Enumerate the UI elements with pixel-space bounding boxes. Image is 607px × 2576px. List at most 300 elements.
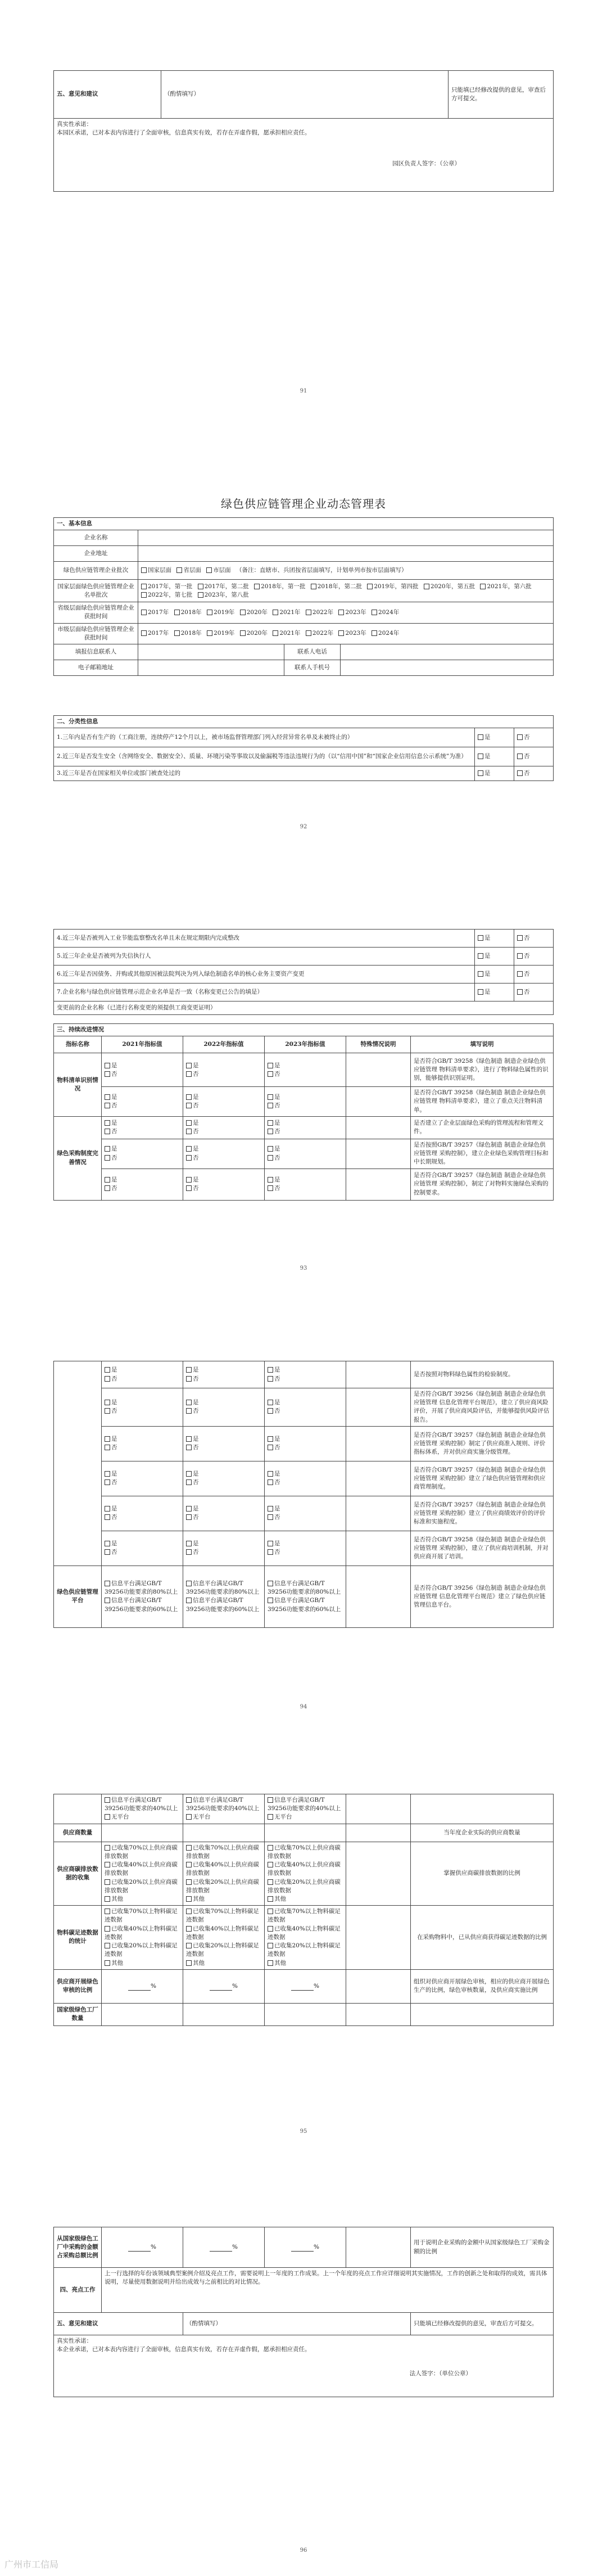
checkbox-icon: [186, 1896, 192, 1902]
phone-field[interactable]: [341, 644, 554, 660]
yes-no-cell[interactable]: 是 否: [183, 1361, 265, 1388]
email-label: 电子邮箱地址: [54, 660, 138, 676]
indicator-name-cont: [54, 1361, 102, 1566]
fill-note: 是否符合GB/T 39258《绿色制造 制造企业绿色供应链管理 物料清单要求》，进行了物料绿色属性的识别，能够提供识别证明。: [411, 1053, 554, 1087]
no-option[interactable]: 否: [514, 930, 554, 948]
blank-line[interactable]: [210, 2245, 232, 2252]
col-header: 2022年指标值: [183, 1036, 265, 1053]
special-note-cell[interactable]: [346, 2227, 411, 2268]
city-option[interactable]: 2020年: [240, 629, 268, 638]
checkbox-icon: [186, 1436, 192, 1442]
national-option[interactable]: 2023年，第八批: [198, 591, 249, 599]
prov-option[interactable]: 2023年: [338, 608, 366, 617]
pct-cell[interactable]: %: [265, 1969, 346, 2003]
special-note-cell[interactable]: [346, 1116, 411, 1139]
indicator-name: 国家级绿色工厂数量: [54, 2003, 102, 2025]
statement-heading: 真实性承诺：: [57, 2338, 92, 2344]
pct-cell[interactable]: %: [102, 1969, 183, 2003]
yes-no-cell[interactable]: 是 否: [102, 1361, 183, 1388]
checkbox-icon: [186, 1408, 192, 1414]
batch-option-national[interactable]: 国家层面: [141, 566, 171, 575]
yes-no-cell[interactable]: 是 否: [183, 1531, 265, 1566]
city-option[interactable]: 2019年: [207, 629, 234, 638]
fill-note: 是否按照对物料绿色属性的检验制度。: [411, 1361, 554, 1388]
checkbox-icon: [105, 1408, 110, 1414]
yes-no-cell[interactable]: 是 否: [102, 1087, 183, 1117]
city-option[interactable]: 2021年: [273, 629, 300, 638]
checkbox-icon: [141, 584, 147, 589]
city-option[interactable]: 2018年: [174, 629, 202, 638]
checkbox-icon: [478, 953, 483, 959]
yes-no-cell[interactable]: 是 否: [265, 1461, 346, 1496]
checkbox-icon: [186, 1376, 192, 1382]
prov-option[interactable]: 2019年: [207, 608, 234, 617]
checkbox-icon: [186, 1541, 192, 1546]
yes-no-cell[interactable]: 是 否: [102, 1388, 183, 1427]
value-cell[interactable]: [102, 2003, 183, 2025]
checkbox-icon: [268, 1408, 273, 1414]
checkbox-icon: [268, 1797, 273, 1803]
checkbox-icon: [207, 630, 212, 636]
fill-note: 是否符合GB/T 39256《绿色制造 制造企业绿色供应链管理 信息化管理平台规范》，建立了供应商风险评价，开展了供应商风险评估，并能够提供风险评估报告。: [411, 1388, 554, 1427]
blank-line[interactable]: [128, 1984, 151, 1991]
yes-no-cell[interactable]: 是 否: [265, 1169, 346, 1200]
special-note-cell[interactable]: [346, 1566, 411, 1627]
national-option[interactable]: 2020年，第五批: [424, 583, 475, 591]
checkbox-icon: [517, 953, 523, 959]
section-2-heading: 二、分类性信息: [54, 716, 554, 728]
checkbox-icon: [186, 1177, 192, 1183]
yes-no-cell[interactable]: 是 否: [183, 1426, 265, 1461]
city-option[interactable]: 2024年: [372, 629, 399, 638]
classification-table-cont: [53, 929, 554, 1015]
batch-option-city[interactable]: 市层面: [206, 566, 231, 575]
city-option[interactable]: 2022年: [306, 629, 333, 638]
phone-label: 联系人电话: [284, 644, 341, 660]
checkbox-icon: [367, 584, 373, 589]
checkbox-icon: [105, 1879, 110, 1885]
checkbox-icon: [240, 610, 246, 615]
checkbox-icon: [186, 1909, 192, 1914]
checkbox-icon: [206, 567, 212, 573]
indicator-name: 绿色采购制度完善情况: [54, 1116, 102, 1200]
checkbox-icon: [268, 1436, 273, 1442]
fill-note: [411, 2003, 554, 2025]
checkbox-icon: [105, 1479, 110, 1485]
platform-options-cell[interactable]: 信息平台满足GB/T 39256功能要求的40%以上 无平台: [183, 1794, 265, 1824]
pct-cell[interactable]: %: [183, 2227, 265, 2268]
national-years-options: [138, 580, 554, 602]
special-note-cell[interactable]: [346, 1461, 411, 1496]
checkbox-icon: [186, 1367, 192, 1373]
yes-no-cell[interactable]: 是 否: [102, 1496, 183, 1531]
yes-option[interactable]: 是: [474, 728, 514, 747]
checkbox-icon: [186, 1549, 192, 1555]
platform-options-cell[interactable]: 信息平台满足GB/T 39256功能要求的40%以上 无平台: [265, 1794, 346, 1824]
special-note-cell[interactable]: [346, 1824, 411, 1842]
prov-option[interactable]: 2017年: [141, 608, 169, 617]
prov-years-options: [138, 602, 554, 623]
no-option[interactable]: 否: [514, 966, 554, 984]
checkbox-icon: [105, 1063, 110, 1068]
checkbox-icon: [105, 1909, 110, 1914]
fill-note: 是否符合GB/T 39257《绿色制造 制造企业绿色供应链管理 采购控制》制定了供应商准入规则、评价指标体系，并对供应商实施分级管理。: [411, 1426, 554, 1461]
checkbox-icon: [478, 770, 483, 776]
improvement-table-2: [53, 1361, 554, 1628]
checkbox-icon: [268, 1506, 273, 1512]
checkbox-icon: [105, 1445, 110, 1450]
checkbox-icon: [186, 1926, 192, 1932]
checkbox-icon: [198, 584, 203, 589]
yes-no-cell[interactable]: 是 否: [265, 1139, 346, 1169]
yes-option[interactable]: 是: [475, 930, 514, 948]
indicator-name: 绿色供应链管理平台: [54, 1566, 102, 1627]
prov-option[interactable]: 2018年: [174, 608, 202, 617]
yes-no-cell[interactable]: 是 否: [265, 1116, 346, 1139]
prov-option[interactable]: 2020年: [240, 608, 268, 617]
checkbox-icon: [268, 1814, 273, 1820]
checkbox-icon: [517, 935, 523, 941]
checkbox-icon: [338, 610, 344, 615]
checkbox-icon: [268, 1103, 273, 1108]
yes-option[interactable]: 是: [474, 747, 514, 766]
no-option[interactable]: 否: [514, 728, 553, 747]
yes-no-cell[interactable]: 是 否: [102, 1531, 183, 1566]
checkbox-icon: [186, 1185, 192, 1191]
yes-no-cell[interactable]: 是 否: [265, 1361, 346, 1388]
page-number-5: 95: [300, 2128, 307, 2135]
page-number-4: 94: [300, 1704, 307, 1710]
checkbox-icon: [105, 1129, 110, 1134]
question-7: 7.企业名称与绿色供应链管理示范企业名单是否一致（名称变更已公告的填是）: [54, 984, 475, 1001]
question-1: 1.三年内是否有生产的（工商注册，连续停产12个月以上，被市场监督管理部门列入经营异常名单及未被终止的）: [54, 728, 475, 747]
platform-options-cell[interactable]: 信息平台满足GB/T 39256功能要求的80%以上 信息平台满足GB/T 39256功能要求的60%以上: [102, 1566, 183, 1627]
special-note-cell[interactable]: [346, 1053, 411, 1087]
question-4: 4.近三年是否被列入工业节能监察整改名单且未在规定期限内完成整改: [54, 930, 475, 948]
checkbox-icon: [186, 1845, 192, 1851]
checkbox-icon: [268, 1845, 273, 1851]
indicator-name: 从国家级绿色工厂中采购的金额占采购总额比例: [54, 2227, 102, 2268]
checkbox-icon: [273, 610, 278, 615]
platform-options-cell[interactable]: 信息平台满足GB/T 39256功能要求的80%以上 信息平台满足GB/T 39256功能要求的60%以上: [265, 1566, 346, 1627]
yes-no-cell[interactable]: 是 否: [265, 1388, 346, 1427]
checkbox-icon: [105, 1185, 110, 1191]
special-note-cell[interactable]: [346, 1169, 411, 1200]
company-addr-field[interactable]: [138, 546, 554, 562]
batch-options: [138, 562, 554, 580]
pct-cell[interactable]: %: [265, 2227, 346, 2268]
yes-no-cell[interactable]: 是 否: [265, 1496, 346, 1531]
pct-cell[interactable]: %: [102, 2227, 183, 2268]
checkbox-icon: [517, 770, 523, 776]
no-option[interactable]: 否: [514, 948, 554, 966]
checkbox-icon: [105, 1506, 110, 1512]
col-header: 填写说明: [411, 1036, 554, 1053]
env-options-cell[interactable]: 已收集70%以上供应商碳排放数据 已收集40%以上供应商碳排放数据 已收集20%以上供应商碳排放数据 其他: [183, 1842, 265, 1906]
checkbox-icon: [207, 610, 212, 615]
page1-opinion-table: [53, 70, 554, 192]
checkbox-icon: [186, 1155, 192, 1161]
checkbox-icon: [372, 610, 377, 615]
checkbox-icon: [268, 1071, 273, 1077]
special-note-cell[interactable]: [346, 1139, 411, 1169]
checkbox-icon: [311, 584, 316, 589]
col-header: 2023年指标值: [265, 1036, 346, 1053]
question-7b: 变更前的企业名称（已进行名称变更的须提供工商变更证明）: [54, 1001, 554, 1015]
checkbox-icon: [517, 754, 523, 759]
page-title: 绿色供应链管理企业动态管理表: [221, 497, 386, 511]
checkbox-icon: [105, 1400, 110, 1405]
checkbox-icon: [517, 989, 523, 995]
page-number-6: 96: [300, 2547, 307, 2554]
checkbox-icon: [478, 935, 483, 941]
city-option[interactable]: 2023年: [338, 629, 366, 638]
yes-no-cell[interactable]: 是 否: [183, 1461, 265, 1496]
checkbox-icon: [105, 1471, 110, 1477]
page-number-3: 93: [300, 1265, 307, 1271]
prod-options-cell[interactable]: 已收集70%以上物料碳足迹数据 已收集40%以上物料碳足迹数据 已收集20%以上物料碳足迹数据 其他: [265, 1906, 346, 1970]
value-cell[interactable]: [265, 1824, 346, 1842]
checkbox-icon: [478, 989, 483, 995]
checkbox-icon: [268, 1146, 273, 1152]
statement-text: 本园区承诺，已对本表内容进行了全面审核，信息真实有效，若存在弄虚作假，愿承担相应责任。: [57, 129, 311, 137]
checkbox-icon: [273, 630, 278, 636]
question-5: 5.近三年企业是否被列为失信执行人: [54, 948, 475, 966]
yes-no-cell[interactable]: 是 否: [102, 1116, 183, 1139]
env-options-cell[interactable]: 已收集70%以上供应商碳排放数据 已收集40%以上供应商碳排放数据 已收集20%以上供应商碳排放数据 其他: [102, 1842, 183, 1906]
blank-line[interactable]: [291, 2245, 314, 2252]
checkbox-icon: [268, 1514, 273, 1520]
checkbox-icon: [268, 1185, 273, 1191]
checkbox-icon: [268, 1376, 273, 1382]
indicator-name-cont: [54, 1794, 102, 1824]
indicator-name: 供应商开展绿色审核的比例: [54, 1969, 102, 2003]
checkbox-icon: [240, 630, 246, 636]
checkbox-icon: [105, 1549, 110, 1555]
fill-note: 掌握供应商碳排放数据的比例: [411, 1842, 554, 1906]
checkbox-icon: [268, 1926, 273, 1932]
section-3-heading: 三、持续改进情况: [54, 1024, 554, 1036]
checkbox-icon: [186, 1814, 192, 1820]
checkbox-icon: [268, 1367, 273, 1373]
contact-person-field[interactable]: [138, 644, 284, 660]
fill-note: 是否符合GB/T 39257《绿色制造 制造企业绿色供应链管理 采购控制》，制定了对物料实施绿色采购的控制要求。: [411, 1169, 554, 1200]
national-years-label: 国家层面绿色供应链管理企业名单批次: [54, 580, 138, 602]
yes-no-cell[interactable]: 是 否: [265, 1531, 346, 1566]
improvement-table-1: [53, 1023, 554, 1201]
checkbox-icon: [105, 1598, 110, 1603]
national-option[interactable]: 2022年，第七批: [141, 591, 192, 599]
yes-no-cell[interactable]: 是 否: [183, 1116, 265, 1139]
national-option[interactable]: 2017年，第二批: [198, 583, 249, 591]
checkbox-icon: [268, 1471, 273, 1477]
checkbox-icon: [105, 1960, 110, 1966]
yes-no-cell[interactable]: 是 否: [183, 1053, 265, 1087]
yes-no-cell[interactable]: 是 否: [183, 1087, 265, 1117]
no-option[interactable]: 否: [514, 984, 554, 1001]
platform-options-cell[interactable]: 信息平台满足GB/T 39256功能要求的80%以上 信息平台满足GB/T 39256功能要求的60%以上: [183, 1566, 265, 1627]
checkbox-icon: [186, 1598, 192, 1603]
opinion-label: 五、意见和建议: [54, 71, 161, 119]
pct-cell[interactable]: %: [183, 1969, 265, 2003]
yes-no-cell[interactable]: 是 否: [183, 1496, 265, 1531]
opinion-fill[interactable]: （酌情填写）: [161, 71, 449, 119]
yes-option[interactable]: 是: [475, 984, 514, 1001]
checkbox-icon: [176, 567, 182, 573]
checkbox-icon: [254, 584, 260, 589]
city-option[interactable]: 2017年: [141, 629, 169, 638]
improvement-table-3: [53, 1794, 554, 2026]
yes-no-cell[interactable]: 是 否: [265, 1087, 346, 1117]
final-table: [53, 2227, 554, 2397]
yes-option[interactable]: 是: [475, 948, 514, 966]
yes-option[interactable]: 是: [475, 966, 514, 984]
contact-person-label: 填报信息联系人: [54, 644, 138, 660]
national-option[interactable]: 2018年，第一批: [254, 583, 305, 591]
col-header: 2021年指标值: [102, 1036, 183, 1053]
special-note-cell[interactable]: [346, 1388, 411, 1427]
fill-note: 组织对供应商开展绿色审核，相应的供应商开展绿色生产的比例，绿色审核数量，及供应商实施比例: [411, 1969, 554, 2003]
mobile-field[interactable]: [341, 660, 554, 676]
fill-note: 是否按照GB/T 39257《绿色制造 制造企业绿色供应链管理 采购控制》，建立企业绿色采购管理目标和中长期规划。: [411, 1139, 554, 1169]
checkbox-icon: [268, 1445, 273, 1450]
checkbox-icon: [478, 971, 483, 977]
checkbox-icon: [105, 1146, 110, 1152]
special-note-cell[interactable]: [346, 1842, 411, 1906]
statement-text: 本企业承诺，已对本表内容进行了全面审核，信息真实有效，若存在弄虚作假，愿承担相应责任。: [57, 2346, 311, 2353]
checkbox-icon: [186, 1506, 192, 1512]
checkbox-icon: [478, 754, 483, 759]
checkbox-icon: [105, 1581, 110, 1586]
email-field[interactable]: [138, 660, 284, 676]
checkbox-icon: [141, 567, 147, 573]
national-option[interactable]: 2021年，第六批: [480, 583, 531, 591]
special-note-cell[interactable]: [346, 1361, 411, 1388]
checkbox-icon: [186, 1103, 192, 1108]
national-option[interactable]: 2017年，第一批: [141, 583, 192, 591]
yes-no-cell[interactable]: 是 否: [102, 1426, 183, 1461]
checkbox-icon: [141, 592, 147, 598]
no-option[interactable]: 否: [514, 766, 553, 781]
checkbox-icon: [105, 1926, 110, 1932]
question-3: 3.近三年是否在国家相关单位或部门被查处过的: [54, 766, 475, 781]
value-cell[interactable]: [183, 1824, 265, 1842]
special-note-cell[interactable]: [346, 1794, 411, 1824]
checkbox-icon: [198, 592, 203, 598]
yes-no-cell[interactable]: 是 否: [183, 1388, 265, 1427]
blank-line[interactable]: [210, 1984, 232, 1991]
col-header: 特殊情况说明: [346, 1036, 411, 1053]
national-option[interactable]: 2019年，第四批: [367, 583, 418, 591]
checkbox-icon: [105, 1120, 110, 1126]
checkbox-icon: [186, 1445, 192, 1450]
special-note-cell[interactable]: [346, 1426, 411, 1461]
classification-table: [53, 715, 554, 781]
yes-no-cell[interactable]: 是 否: [183, 1169, 265, 1200]
special-note-cell[interactable]: [346, 1531, 411, 1566]
yes-no-cell[interactable]: 是 否: [265, 1053, 346, 1087]
checkbox-icon: [105, 1814, 110, 1820]
question-2: 2.近三年是否发生安全（含网络安全、数据安全）、质量、环境污染等事故以及偷漏税等违法违规行为的（以“信用中国”和“国家企业信用信息公示系统”为准）: [54, 747, 475, 766]
statement-heading: 真实性承诺：: [57, 121, 92, 128]
special-note-cell[interactable]: [346, 2003, 411, 2025]
checkbox-icon: [186, 1581, 192, 1586]
checkbox-icon: [105, 1103, 110, 1108]
special-note-cell[interactable]: [346, 1969, 411, 2003]
question-6: 6.近三年是否因债务、并购或其他原因被法院判决为列入绿色制造名单的核心业务主要资产变更: [54, 966, 475, 984]
checkbox-icon: [268, 1155, 273, 1161]
prod-options-cell[interactable]: 已收集70%以上物料碳足迹数据 已收集40%以上物料碳足迹数据 已收集20%以上物料碳足迹数据 其他: [102, 1906, 183, 1970]
checkbox-icon: [186, 1479, 192, 1485]
yes-no-cell[interactable]: 是 否: [102, 1053, 183, 1087]
col-header: 指标名称: [54, 1036, 102, 1053]
prod-options-cell[interactable]: 已收集70%以上物料碳足迹数据 已收集40%以上物料碳足迹数据 已收集20%以上物料碳足迹数据 其他: [183, 1906, 265, 1970]
checkbox-icon: [105, 1862, 110, 1867]
value-cell[interactable]: [183, 2003, 265, 2025]
batch-label: 绿色供应链管理企业批次: [54, 562, 138, 580]
env-options-cell[interactable]: 已收集70%以上供应商碳排放数据 已收集40%以上供应商碳排放数据 已收集20%以上供应商碳排放数据 其他: [265, 1842, 346, 1906]
company-name-field[interactable]: [138, 530, 554, 546]
indicator-name: 物料清单识别情况: [54, 1053, 102, 1117]
value-cell[interactable]: [265, 2003, 346, 2025]
checkbox-icon: [105, 1376, 110, 1382]
fill-note: 在采购物料中，已从供应商获得碳足迹数据的比例: [411, 1906, 554, 1970]
national-option[interactable]: 2018年，第二批: [311, 583, 362, 591]
checkbox-icon: [105, 1896, 110, 1902]
mobile-label: 联系人手机号: [284, 660, 341, 676]
fill-note: 是否符合GB/T 39256《绿色制造 制造企业绿色供应链管理 信息化管理平台规范》建立了绿色供应链管理信息平台。: [411, 1566, 554, 1627]
prov-option[interactable]: 2024年: [372, 608, 399, 617]
page-number-1: 91: [300, 388, 307, 394]
checkbox-icon: [186, 1146, 192, 1152]
blank-line[interactable]: [128, 2245, 151, 2252]
indicator-name: 供应商碳排放数据的收集: [54, 1842, 102, 1906]
prov-option[interactable]: 2021年: [273, 608, 300, 617]
yes-no-cell[interactable]: 是 否: [183, 1139, 265, 1169]
checkbox-icon: [268, 1177, 273, 1183]
checkbox-icon: [268, 1581, 273, 1586]
checkbox-icon: [105, 1094, 110, 1100]
yes-no-cell[interactable]: 是 否: [102, 1169, 183, 1200]
no-option[interactable]: 否: [514, 747, 553, 766]
opinion-fill[interactable]: （酌情填写）: [183, 2313, 411, 2335]
checkbox-icon: [105, 1541, 110, 1546]
yes-no-cell[interactable]: 是 否: [265, 1426, 346, 1461]
statement-sign: 法人签字：（单位公章）: [409, 2370, 472, 2378]
blank-line[interactable]: [291, 1984, 314, 1991]
checkbox-icon: [141, 630, 147, 636]
yes-no-cell[interactable]: 是 否: [102, 1139, 183, 1169]
city-years-label: 市级层面绿色供应链管理企业获批时间: [54, 623, 138, 644]
yes-option[interactable]: 是: [474, 766, 514, 781]
fill-note: 是否符合GB/T 39258《绿色制造 制造企业绿色供应链管理 采购控制》，建立了供应商培训机制，并对供应商开展了培训。: [411, 1531, 554, 1566]
value-cell[interactable]: [102, 1824, 183, 1842]
batch-option-province[interactable]: 省层面: [176, 566, 201, 575]
checkbox-icon: [517, 734, 523, 740]
prov-option[interactable]: 2022年: [306, 608, 333, 617]
special-note-cell[interactable]: [346, 1906, 411, 1970]
yes-no-cell[interactable]: 是 否: [102, 1461, 183, 1496]
platform-options-cell[interactable]: 信息平台满足GB/T 39256功能要求的40%以上 无平台: [102, 1794, 183, 1824]
special-note-cell[interactable]: [346, 1087, 411, 1117]
statement-sign: 园区负责人签字：（公章）: [392, 160, 460, 168]
checkbox-icon: [186, 1129, 192, 1134]
highlights-prompt[interactable]: 上一行选择的年份该领域典型案例介绍及亮点工作，需要说明上一年度的工作成果。上一个年度的亮点工作应详细说明其实施情况，工作的创新之处和取得的成效，需具体说明，尽量使用数据说明并给出成效与之前相比的对比情况。: [102, 2268, 554, 2313]
special-note-cell[interactable]: [346, 1496, 411, 1531]
checkbox-icon: [186, 1862, 192, 1867]
checkbox-icon: [105, 1797, 110, 1803]
checkbox-icon: [105, 1845, 110, 1851]
